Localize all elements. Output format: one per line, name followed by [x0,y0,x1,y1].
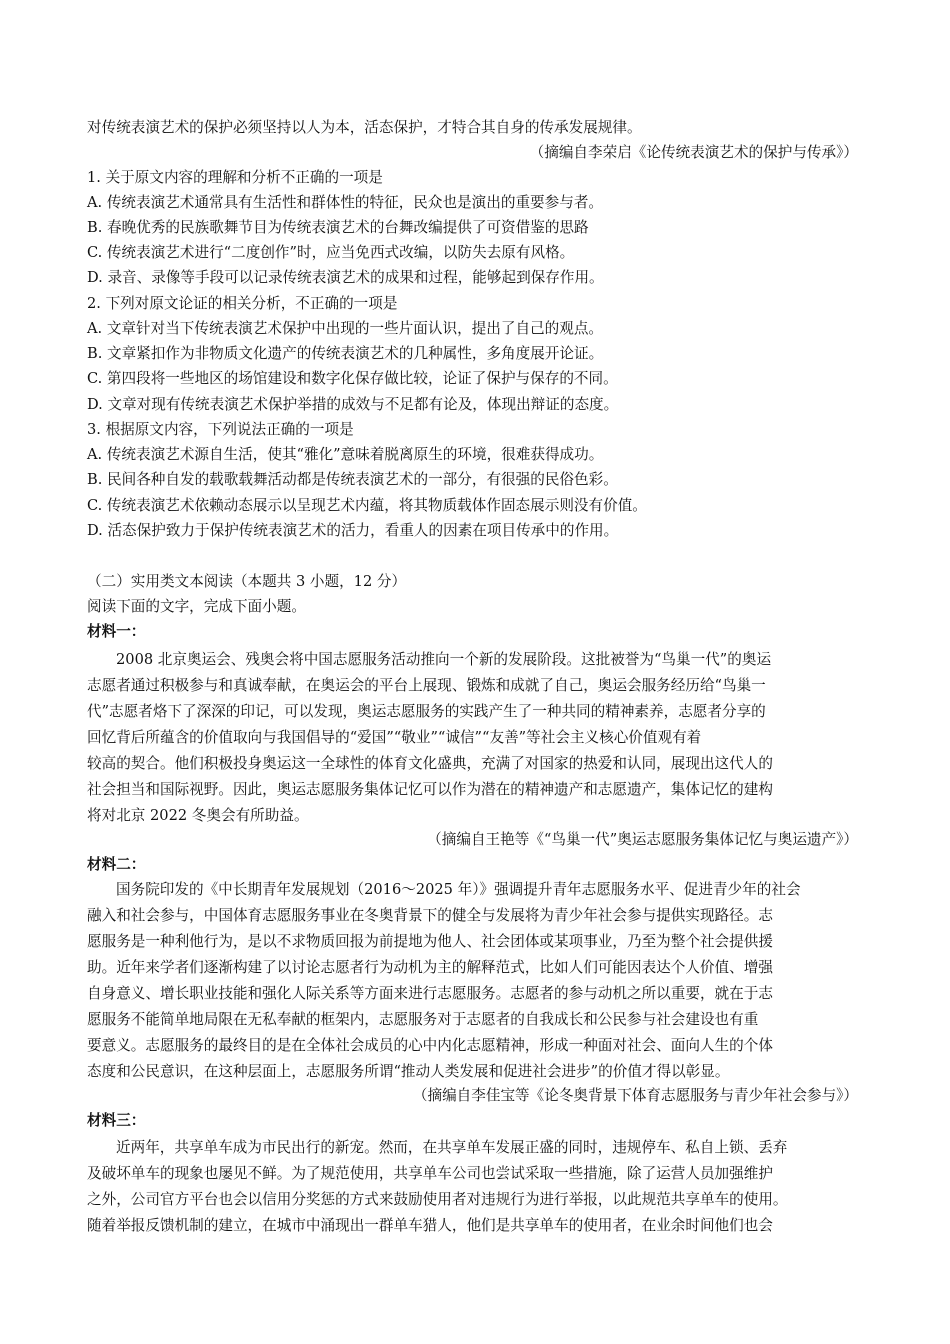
question-3-stem: 3. 根据原文内容，下列说法正确的一项是 [87,421,354,438]
question-2-stem: 2. 下列对原文论证的相关分析，不正确的一项是 [87,295,398,312]
passage-citation: （摘编自李荣启《论传统表演艺术的保护与传承》） [529,144,858,161]
material-2-citation: （摘编自李佳宝等《论冬奥背景下体育志愿服务与青少年社会参与》） [412,1087,858,1104]
question-1-option-b: B. 春晚优秀的民族歌舞节目为传统表演艺术的台舞改编提供了可资借鉴的思路 [87,219,589,236]
material-2-line: 助。近年来学者们逐渐构建了以讨论志愿者行为动机为主的解释范式，比如人们可能因表达个人价值、增强 [87,959,773,976]
question-1-stem: 1. 关于原文内容的理解和分析不正确的一项是 [87,169,383,186]
passage-closing-line: 对传统表演艺术的保护必须坚持以人为本，活态保护，才特合其自身的传承发展规律。 [87,119,642,136]
material-1-line: 将对北京 2022 冬奥会有所助益。 [87,807,309,824]
question-2-option-d: D. 文章对现有传统表演艺术保护举措的成效与不足都有论及，体现出辩证的态度。 [87,396,619,413]
section-heading: （二）实用类文本阅读（本题共 3 小题，12 分） [87,573,407,590]
material-1-citation: （摘编自王艳等《“鸟巢一代”奥运志愿服务集体记忆与奥运遗产》） [427,831,858,848]
material-3-line: 近两年，共享单车成为市民出行的新宠。然而，在共享单车发展正盛的同时，违规停车、私自上锁、丢弃 [116,1139,788,1156]
question-3-option-d: D. 活态保护致力于保护传统表演艺术的活力，看重人的因素在项目传承中的作用。 [87,522,619,539]
question-3-option-a: A. 传统表演艺术源自生活，使其“雅化”意味着脱离原生的环境，很难获得成功。 [87,446,604,463]
material-1-line: 2008 北京奥运会、残奥会将中国志愿服务活动推向一个新的发展阶段。这批被誉为“鸟巢一代”的奥运 [116,651,772,668]
material-2-line: 愿服务不能简单地局限在无私奉献的框架内，志愿服务对于志愿者的自我成长和公民参与社会建设也有重 [87,1011,759,1028]
material-1-line: 代”志愿者烙下了深深的印记，可以发现，奥运志愿服务的实践产生了一种共同的精神素养，志愿者分享的 [87,703,766,720]
material-1-line: 较高的契合。他们积极投身奥运这一全球性的体育文化盛典，充满了对国家的热爱和认同，展现出这代人的 [87,755,773,772]
question-2-option-a: A. 文章针对当下传统表演艺术保护中出现的一些片面认识，提出了自己的观点。 [87,320,604,337]
material-3-label: 材料三： [87,1112,146,1129]
material-3-line: 之外，公司官方平台也会以信用分奖惩的方式来鼓励使用者对违规行为进行举报，以此规范共享单车的使用。 [87,1191,788,1208]
material-2-label: 材料二： [87,856,146,873]
material-2-line: 愿服务是一种利他行为，是以不求物质回报为前提地为他人、社会团体或某项事业，乃至为整个社会提供援 [87,933,773,950]
material-3-line: 随着举报反馈机制的建立，在城市中涌现出一群单车猎人，他们是共享单车的使用者，在业余时间他们也会 [87,1217,773,1234]
question-2-option-c: C. 第四段将一些地区的场馆建设和数字化保存做比较，论证了保护与保存的不同。 [87,370,618,387]
material-2-line: 自身意义、增长职业技能和强化人际关系等方面来进行志愿服务。志愿者的参与动机之所以重要，就在于志 [87,985,773,1002]
question-2-option-b: B. 文章紧扣作为非物质文化遗产的传统表演艺术的几种属性，多角度展开论证。 [87,345,604,362]
material-2-line: 融入和社会参与，中国体育志愿服务事业在冬奥背景下的健全与发展将为青少年社会参与提供实现路径。志 [87,907,773,924]
material-1-line: 回忆背后所蕴含的价值取向与我国倡导的“爱国”“敬业”“诚信”“友善”等社会主义核心价值观有着 [87,729,702,746]
material-1-line: 志愿者通过积极参与和真诚奉献，在奥运会的平台上展现、锻炼和成就了自己，奥运会服务经历给“鸟巢一 [87,677,766,694]
question-3-option-b: B. 民间各种自发的载歌载舞活动都是传统表演艺术的一部分，有很强的民俗色彩。 [87,471,618,488]
question-3-option-c: C. 传统表演艺术依赖动态展示以呈现艺术内蕴，将其物质载体作固态展示则没有价值。 [87,497,647,514]
material-1-label: 材料一： [87,623,146,640]
question-1-option-c: C. 传统表演艺术进行“二度创作”时，应当免西式改编，以防失去原有风格。 [87,244,575,261]
material-2-line: 要意义。志愿服务的最终目的是在全体社会成员的心中内化志愿精神，形成一种面对社会、面向人生的个体 [87,1037,773,1054]
section-instruction: 阅读下面的文字，完成下面小题。 [87,598,306,615]
material-3-line: 及破坏单车的现象也屡见不鲜。为了规范使用，共享单车公司也尝试采取一些措施，除了运营人员加强维护 [87,1165,773,1182]
material-1-line: 社会担当和国际视野。因此，奥运志愿服务集体记忆可以作为潜在的精神遗产和志愿遗产，集体记忆的建构 [87,781,773,798]
question-1-option-d: D. 录音、录像等手段可以记录传统表演艺术的成果和过程，能够起到保存作用。 [87,269,604,286]
material-2-line: 国务院印发的《中长期青年发展规划（2016～2025 年）》强调提升青年志愿服务水平、促进青少年的社会 [116,881,801,898]
material-2-line: 态度和公民意识，在这种层面上，志愿服务所谓“推动人类发展和促进社会进步”的价值才得以彰显。 [87,1063,730,1080]
question-1-option-a: A. 传统表演艺术通常具有生活性和群体性的特征，民众也是演出的重要参与者。 [87,194,604,211]
